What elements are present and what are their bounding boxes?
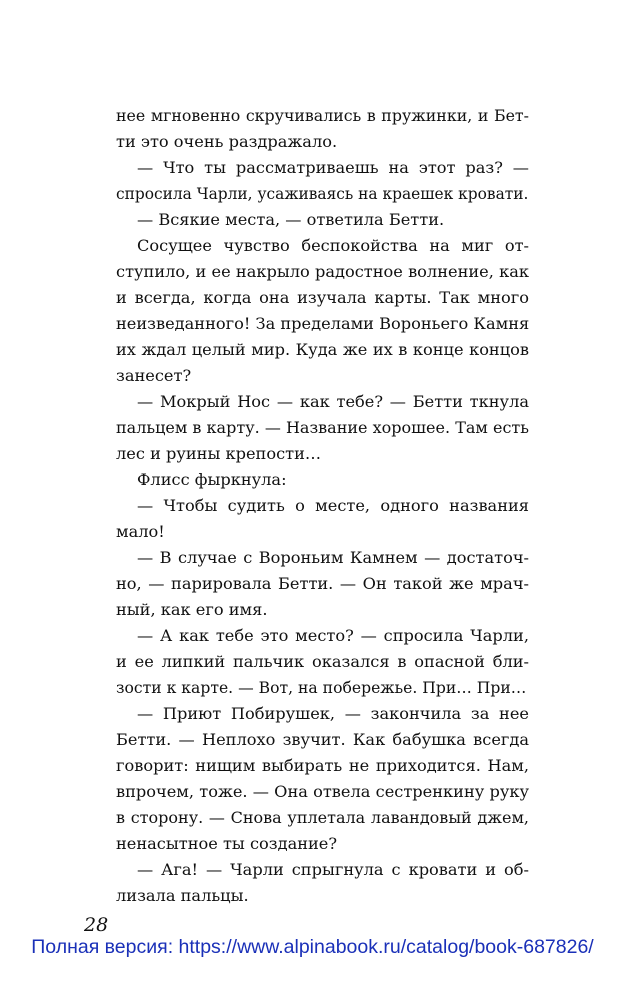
text-line: — Чтобы судить о месте, одного названия bbox=[137, 496, 529, 515]
text-line: говорит: нищим выбирать не приходится. Нам, bbox=[116, 756, 529, 775]
text-line: — А как тебе это место? — спросила Чарли, bbox=[137, 626, 529, 645]
text-line: мало! bbox=[116, 522, 165, 541]
text-line: в сторону. — Снова уплетала лавандовый джем, bbox=[116, 808, 529, 827]
text-line: впрочем, тоже. — Она отвела сестренкину руку bbox=[116, 782, 529, 801]
text-line: — Ага! — Чарли спрыгнула с кровати и об- bbox=[137, 860, 529, 879]
text-line: и ее липкий пальчик оказался в опасной бли- bbox=[116, 652, 529, 671]
text-line: неизведанного! За пределами Вороньего Камня bbox=[116, 314, 530, 333]
text-line: — Всякие места, — ответила Бетти. bbox=[137, 210, 445, 229]
text-line: их ждал целый мир. Куда же их в конце концов bbox=[116, 340, 529, 359]
text-line: Сосущее чувство беспокойства на миг от- bbox=[137, 236, 529, 255]
text-line: зости к карте. — Вот, на побережье. При… При… bbox=[116, 679, 527, 697]
text-line: занесет? bbox=[116, 366, 192, 385]
text-line: — Приют Побирушек, — закончила за нее bbox=[137, 704, 529, 723]
page-number: 28 bbox=[84, 914, 109, 936]
text-line: лизала пальцы. bbox=[116, 886, 249, 905]
text-line: ти это очень раздражало. bbox=[116, 132, 338, 151]
text-line: пальцем в карту. — Название хорошее. Там есть bbox=[116, 418, 529, 437]
full-version-link[interactable]: Полная версия: https://www.alpinabook.ru/catalog/book-687826/ bbox=[31, 936, 594, 958]
text-line: — Что ты рассматриваешь на этот раз? — bbox=[137, 158, 529, 177]
text-line: Флисс фыркнула: bbox=[137, 470, 287, 489]
text-line: — В случае с Вороньим Камнем — достаточ- bbox=[137, 548, 529, 567]
text-line: ный, как его имя. bbox=[116, 600, 268, 619]
text-line: ступило, и ее накрыло радостное волнение, как bbox=[116, 262, 529, 281]
text-line: — Мокрый Нос — как тебе? — Бетти ткнула bbox=[137, 392, 529, 411]
text-line: Бетти. — Неплохо звучит. Как бабушка всегда bbox=[116, 730, 529, 749]
text-line: и всегда, когда она изучала карты. Так много bbox=[116, 288, 529, 307]
text-line: нее мгновенно скручивались в пружинки, и Бет- bbox=[116, 106, 529, 125]
text-line: но, — парировала Бетти. — Он такой же мрач- bbox=[116, 574, 529, 593]
text-line: ненасытное ты создание? bbox=[116, 834, 338, 853]
body-text bbox=[116, 103, 529, 909]
text-line: лес и руины крепости… bbox=[116, 444, 322, 463]
text-line: спросила Чарли, усаживаясь на краешек кровати. bbox=[116, 185, 529, 203]
